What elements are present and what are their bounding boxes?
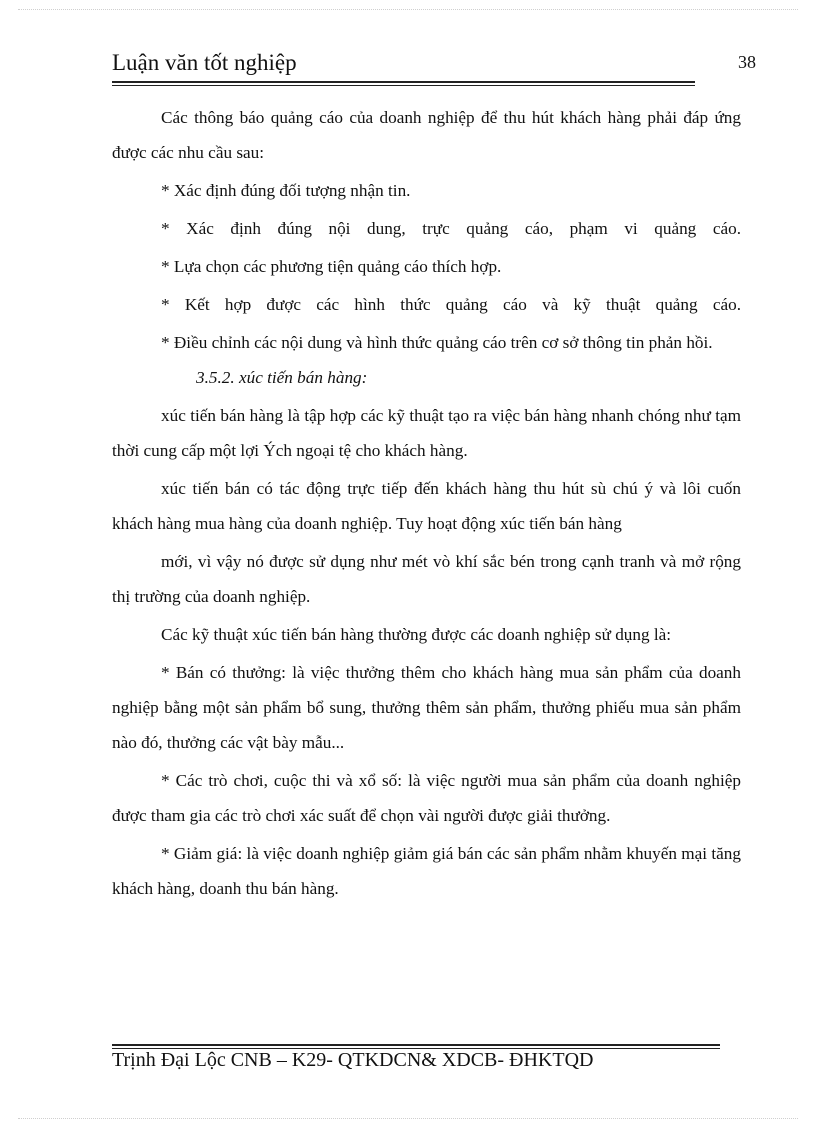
bullet-media: * Lựa chọn các phương tiện quảng cáo thích hợp. xyxy=(161,257,502,276)
paragraph-impact: xúc tiến bán có tác động trực tiếp đến khách hàng thu hút sù chú ý và lôi cuốn khách hàng mua hàng của doanh nghiệp. Tuy hoạt động xúc tiến bán hàng xyxy=(112,479,741,533)
paragraph-discount: * Giảm giá: là việc doanh nghiệp giảm giá bán các sản phẩm nhằm khuyến mại tăng khách hàng, doanh thu bán hàng. xyxy=(112,844,741,898)
document-body xyxy=(112,100,741,906)
page-edge-top xyxy=(18,9,798,10)
page-header-title: Luận văn tốt nghiệp xyxy=(112,50,297,75)
header-rule-thick xyxy=(112,81,695,83)
page-footer-text: Trịnh Đại Lộc CNB – K29- QTKDCN& XDCB- ĐHKTQD xyxy=(112,1049,594,1071)
paragraph-intro: Các thông báo quảng cáo của doanh nghiệp để thu hút khách hàng phải đáp ứng được các nhu cầu sau: xyxy=(112,108,741,162)
page-edge-bottom xyxy=(18,1118,798,1119)
section-subheading: 3.5.2. xúc tiến bán hàng: xyxy=(196,368,368,387)
bullet-feedback: * Điều chỉnh các nội dung và hình thức quảng cáo trên cơ sở thông tin phản hồi. xyxy=(161,333,713,352)
header-rule-thin xyxy=(112,85,695,86)
footer-rule-thick xyxy=(112,1044,720,1046)
paragraph-bonus-sale: * Bán có thưởng: là việc thưởng thêm cho khách hàng mua sản phẩm của doanh nghiệp bằng một sản phẩm bổ sung, thưởng thêm sản phẩm, thưởng phiếu mua sản phẩm nào đó, thưởng các vật bày mẫu... xyxy=(112,663,741,752)
bullet-combine: * Kết hợp được các hình thức quảng cáo và kỹ thuật quảng cáo. xyxy=(161,295,741,314)
paragraph-games-contests: * Các trò chơi, cuộc thi và xổ số: là việc người mua sản phẩm của doanh nghiệp được tham gia các trò chơi xác suất để chọn vài người được giải thưởng. xyxy=(112,771,741,825)
paragraph-weapon: mới, vì vậy nó được sử dụng như mét vò khí sắc bén trong cạnh tranh và mở rộng thị trường của doanh nghiệp. xyxy=(112,552,741,606)
bullet-content: * Xác định đúng nội dung, trực quảng cáo, phạm vi quảng cáo. xyxy=(161,219,741,238)
page-number: 38 xyxy=(738,52,756,72)
paragraph-definition: xúc tiến bán hàng là tập hợp các kỹ thuật tạo ra việc bán hàng nhanh chóng như tạm thời cung cấp một lợi Ých ngoại tệ cho khách hàng. xyxy=(112,406,741,460)
bullet-audience: * Xác định đúng đối tượng nhận tin. xyxy=(161,181,411,200)
paragraph-techniques-intro: Các kỹ thuật xúc tiến bán hàng thường được các doanh nghiệp sử dụng là: xyxy=(161,625,672,644)
